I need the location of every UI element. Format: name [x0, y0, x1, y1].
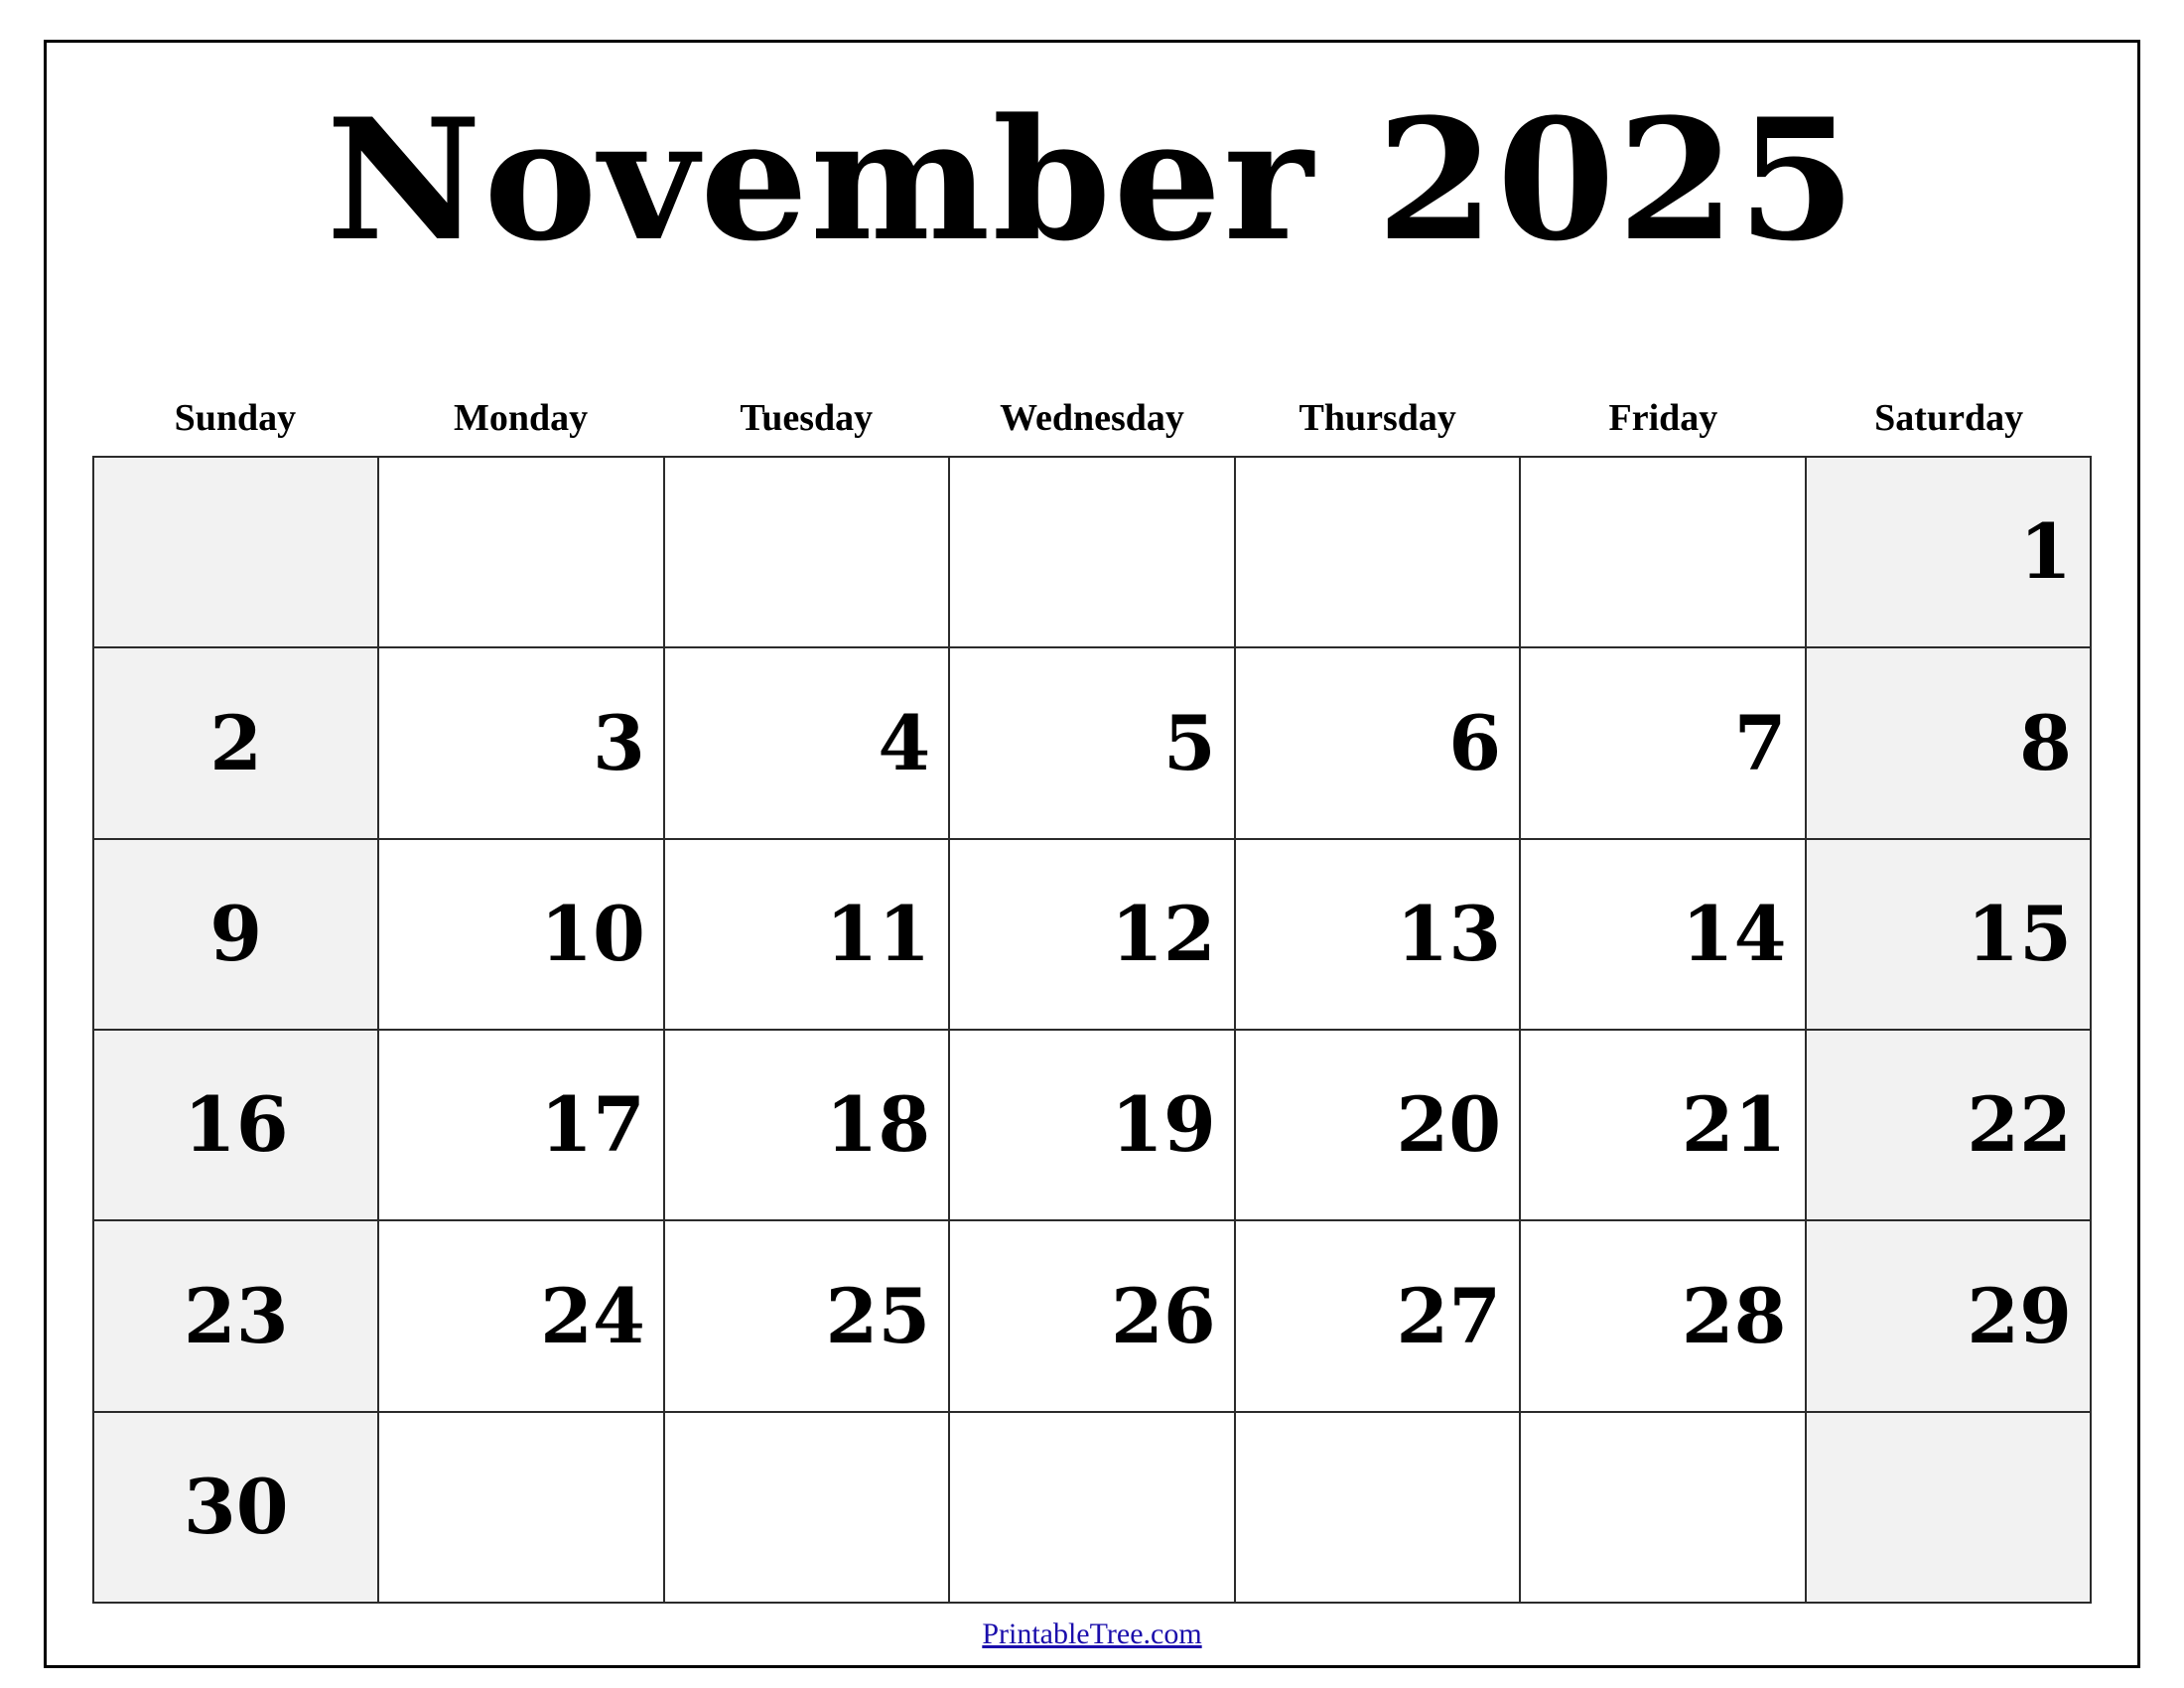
day-cell[interactable]	[665, 1413, 950, 1604]
day-number: 6	[1448, 698, 1502, 787]
weekday-header-friday: Friday	[1608, 397, 1718, 440]
day-cell[interactable]	[1807, 840, 2092, 1031]
day-number: 8	[2019, 698, 2072, 787]
day-cell[interactable]	[1236, 1413, 1521, 1604]
day-number: 22	[1967, 1080, 2072, 1170]
day-number: 21	[1681, 1080, 1787, 1170]
day-cell[interactable]	[1807, 1031, 2092, 1221]
day-number: 26	[1110, 1271, 1216, 1360]
day-number: 15	[1967, 889, 2072, 978]
day-cell[interactable]	[950, 1413, 1235, 1604]
day-cell[interactable]	[94, 1221, 379, 1412]
weekday-header-sunday: Sunday	[174, 397, 297, 440]
day-cell[interactable]	[94, 458, 379, 648]
day-number: 27	[1396, 1271, 1502, 1360]
day-cell[interactable]	[1807, 1221, 2092, 1412]
day-number: 7	[1733, 698, 1787, 787]
calendar-sheet	[44, 40, 2140, 1668]
day-cell[interactable]	[379, 1221, 664, 1412]
day-cell[interactable]	[1807, 648, 2092, 839]
day-cell[interactable]	[1521, 458, 1806, 648]
weekday-header-tuesday: Tuesday	[740, 397, 874, 440]
day-cell[interactable]	[94, 840, 379, 1031]
day-cell[interactable]	[1807, 1413, 2092, 1604]
day-cell[interactable]	[1521, 840, 1806, 1031]
day-cell[interactable]	[94, 1413, 379, 1604]
weekday-header-row	[92, 396, 2092, 456]
day-number: 16	[183, 1080, 289, 1170]
day-number: 10	[540, 889, 645, 978]
day-number: 29	[1967, 1271, 2072, 1360]
day-cell[interactable]	[1521, 1413, 1806, 1604]
day-cell[interactable]	[665, 1221, 950, 1412]
day-cell[interactable]	[379, 648, 664, 839]
day-number: 13	[1396, 889, 1502, 978]
day-number: 17	[540, 1080, 645, 1170]
calendar-grid	[92, 456, 2092, 1604]
day-cell[interactable]	[379, 840, 664, 1031]
day-cell[interactable]	[950, 648, 1235, 839]
day-number: 28	[1681, 1271, 1787, 1360]
day-cell[interactable]	[1807, 458, 2092, 648]
weekday-header-wednesday: Wednesday	[1000, 397, 1184, 440]
day-cell[interactable]	[1521, 1221, 1806, 1412]
day-number: 2	[209, 698, 263, 787]
day-number: 11	[825, 889, 931, 978]
day-cell[interactable]	[94, 648, 379, 839]
day-cell[interactable]	[950, 458, 1235, 648]
day-cell[interactable]	[665, 1031, 950, 1221]
day-number: 3	[592, 698, 645, 787]
footer	[92, 1604, 2092, 1651]
day-number: 23	[183, 1271, 289, 1360]
day-cell[interactable]	[1521, 648, 1806, 839]
day-number: 25	[825, 1271, 931, 1360]
day-cell[interactable]	[950, 1031, 1235, 1221]
title-spacer	[92, 273, 2092, 396]
printabletree-link[interactable]: PrintableTree.com	[982, 1618, 1202, 1650]
day-cell[interactable]	[94, 1031, 379, 1221]
day-number: 4	[878, 698, 931, 787]
day-cell[interactable]	[1236, 1031, 1521, 1221]
day-number: 12	[1110, 889, 1216, 978]
day-cell[interactable]	[379, 1031, 664, 1221]
day-cell[interactable]	[379, 458, 664, 648]
day-cell[interactable]	[665, 648, 950, 839]
day-cell[interactable]	[1236, 648, 1521, 839]
day-number: 14	[1681, 889, 1787, 978]
weekday-header-thursday: Thursday	[1298, 397, 1456, 440]
day-cell[interactable]	[1236, 840, 1521, 1031]
day-number: 1	[2019, 507, 2072, 597]
day-cell[interactable]	[665, 458, 950, 648]
weekday-header-saturday: Saturday	[1874, 397, 2024, 440]
day-cell[interactable]	[950, 840, 1235, 1031]
day-cell[interactable]	[1521, 1031, 1806, 1221]
day-cell[interactable]	[379, 1413, 664, 1604]
day-number: 18	[825, 1080, 931, 1170]
weekday-header-monday: Monday	[453, 397, 589, 440]
day-number: 5	[1162, 698, 1216, 787]
page-title: November 2025	[326, 81, 1858, 278]
day-cell[interactable]	[1236, 1221, 1521, 1412]
day-cell[interactable]	[950, 1221, 1235, 1412]
day-cell[interactable]	[1236, 458, 1521, 648]
day-cell[interactable]	[665, 840, 950, 1031]
day-number: 20	[1396, 1080, 1502, 1170]
day-number: 19	[1110, 1080, 1216, 1170]
day-number: 30	[183, 1462, 289, 1551]
day-number: 24	[540, 1271, 645, 1360]
day-number: 9	[209, 889, 263, 978]
